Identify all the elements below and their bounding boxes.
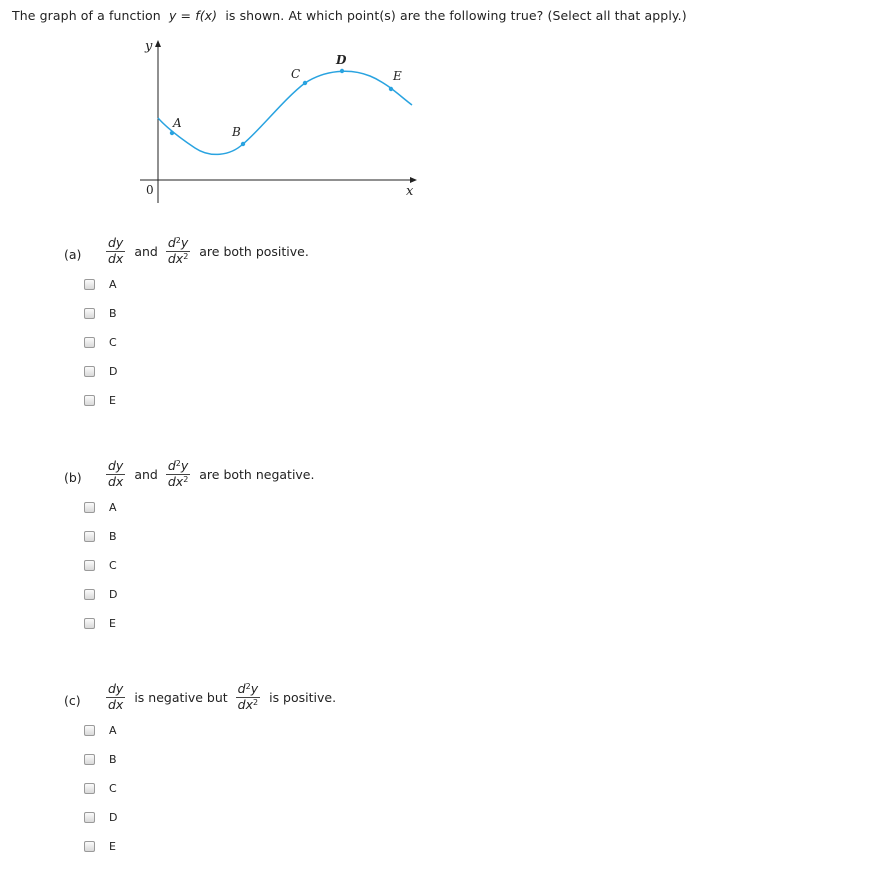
part-b-label: (b) <box>64 470 82 485</box>
d2y-dx2-fraction: $\frac{d^2y}{dx^2}$ <box>237 681 259 712</box>
part-c-option-d[interactable]: D <box>84 811 117 824</box>
function-curve <box>158 71 412 154</box>
part-a-option-c[interactable]: C <box>84 336 117 349</box>
part-b-tail: are both negative. <box>199 466 315 482</box>
checkbox[interactable] <box>84 841 95 852</box>
checkbox[interactable] <box>84 279 95 290</box>
x-axis-label: x <box>406 184 414 199</box>
part-c-expression <box>106 683 340 711</box>
part-b-option-d[interactable]: D <box>84 588 117 601</box>
prompt-suffix: is shown. At which point(s) are the following true? (Select all that apply.) <box>225 8 687 23</box>
d2y-dx2-fraction: $\frac{d^2y}{dx^2}$ <box>167 458 189 489</box>
part-b-option-e[interactable]: E <box>84 617 116 630</box>
d2y-dx2-fraction: $\frac{d^2y}{dx^2}$ <box>167 235 189 266</box>
checkbox[interactable] <box>84 725 95 736</box>
dy-dx-fraction: $\frac{dy}{dx}$ <box>108 235 124 266</box>
checkbox[interactable] <box>84 531 95 542</box>
point-d-label: D <box>336 53 347 67</box>
part-a-option-a[interactable]: A <box>84 278 117 291</box>
checkbox[interactable] <box>84 589 95 600</box>
x-axis-arrow-icon <box>410 177 417 183</box>
checkbox[interactable] <box>84 812 95 823</box>
point-a-label: A <box>173 116 182 130</box>
checkbox[interactable] <box>84 502 95 513</box>
part-c-connector: is negative but <box>134 689 228 705</box>
part-a-option-e[interactable]: E <box>84 394 116 407</box>
part-c-option-e[interactable]: E <box>84 840 116 853</box>
point-c-label: C <box>291 67 301 81</box>
point-a-marker <box>170 131 174 135</box>
question-prompt <box>12 8 687 23</box>
part-b-option-a[interactable]: A <box>84 501 117 514</box>
checkbox[interactable] <box>84 560 95 571</box>
part-a-tail: are both positive. <box>199 243 309 259</box>
part-c-option-c[interactable]: C <box>84 782 117 795</box>
part-a-option-d[interactable]: D <box>84 365 117 378</box>
y-axis-arrow-icon <box>155 40 161 47</box>
prompt-y: y <box>168 8 177 23</box>
point-e-marker <box>389 87 393 91</box>
part-a-option-b[interactable]: B <box>84 307 117 320</box>
origin-label: 0 <box>146 183 154 197</box>
part-c-tail: is positive. <box>269 689 337 705</box>
point-d-marker <box>340 69 344 73</box>
part-c-option-b[interactable]: B <box>84 753 117 766</box>
function-graph <box>125 38 425 208</box>
checkbox[interactable] <box>84 754 95 765</box>
dy-dx-fraction: $\frac{dy}{dx}$ <box>108 681 124 712</box>
prompt-fx: f(x) <box>195 8 218 23</box>
part-b-expression <box>106 460 318 488</box>
y-axis-label: y <box>145 39 153 54</box>
point-b-label: B <box>232 125 241 139</box>
part-a-connector: and <box>134 243 158 259</box>
point-e-label: E <box>393 69 402 83</box>
dy-dx-fraction: $\frac{dy}{dx}$ <box>108 458 124 489</box>
part-b-connector: and <box>134 466 158 482</box>
part-c-option-a[interactable]: A <box>84 724 117 737</box>
prompt-equals: = <box>180 8 192 23</box>
part-c-label: (c) <box>64 693 81 708</box>
part-b-option-b[interactable]: B <box>84 530 117 543</box>
point-c-marker <box>303 81 307 85</box>
point-b-marker <box>241 142 245 146</box>
part-a-expression <box>106 237 313 265</box>
checkbox[interactable] <box>84 395 95 406</box>
part-a-label: (a) <box>64 247 82 262</box>
checkbox[interactable] <box>84 337 95 348</box>
part-b-option-c[interactable]: C <box>84 559 117 572</box>
checkbox[interactable] <box>84 618 95 629</box>
checkbox[interactable] <box>84 308 95 319</box>
prompt-prefix: The graph of a function <box>12 8 161 23</box>
checkbox[interactable] <box>84 366 95 377</box>
checkbox[interactable] <box>84 783 95 794</box>
